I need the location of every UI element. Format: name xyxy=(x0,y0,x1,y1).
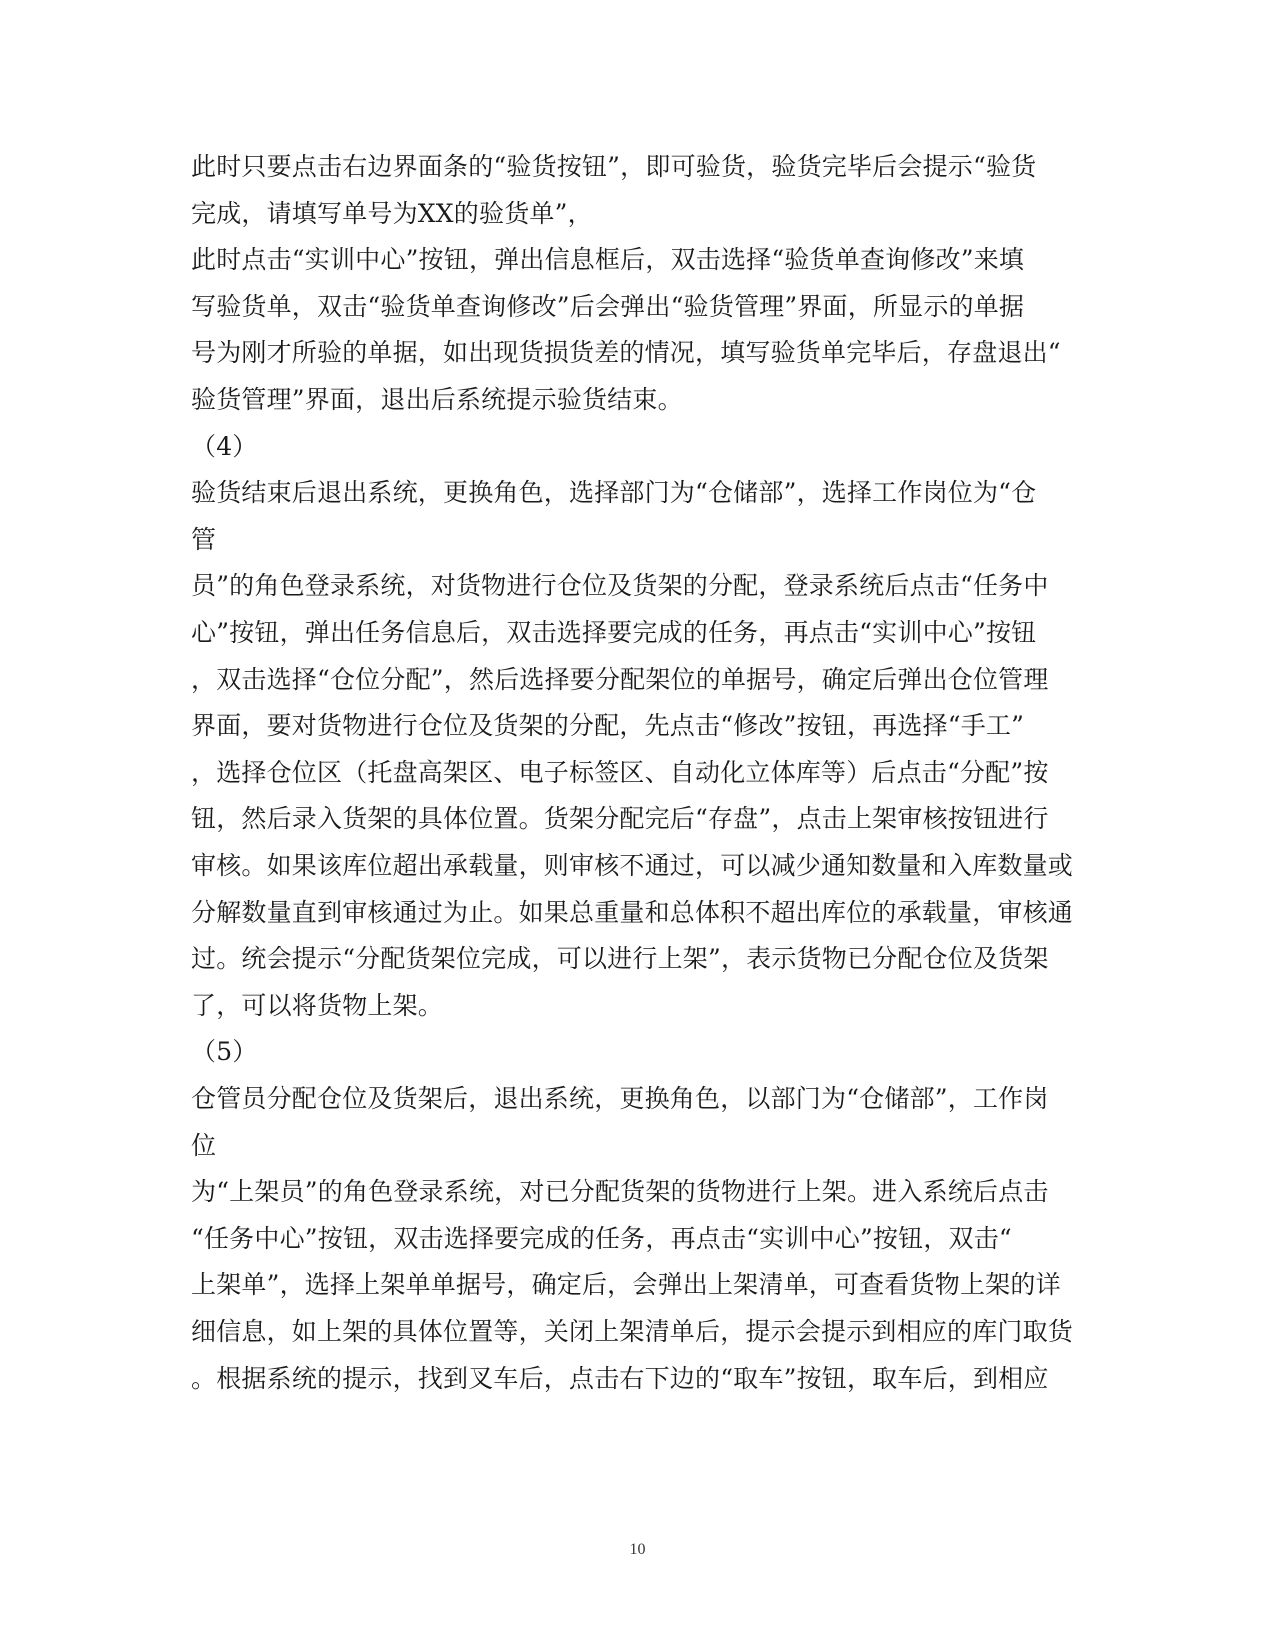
body-text-line: 验货管理”界面，退出后系统提示验货结束。 xyxy=(191,385,683,414)
body-text-line: 员”的角色登录系统，对货物进行仓位及货架的分配，登录系统后点击“任务中 xyxy=(191,571,1049,600)
body-text-line: （4） xyxy=(191,432,258,461)
body-text-line: 心”按钮，弹出任务信息后，双击选择要完成的任务，再点击“实训中心”按钮 xyxy=(191,618,1037,647)
body-text-line: ，选择仓位区（托盘高架区、电子标签区、自动化立体库等）后点击“分配”按 xyxy=(191,758,1049,787)
body-text-line: 完成，请填写单号为XX的验货单”， xyxy=(191,199,593,228)
body-text-line: 了，可以将货物上架。 xyxy=(191,991,444,1020)
body-text-line: 审核。如果该库位超出承载量，则审核不通过，可以减少通知数量和入库数量或 xyxy=(191,851,1074,880)
body-text-line: 位 xyxy=(191,1131,217,1160)
page-number: 10 xyxy=(629,1541,646,1558)
body-text-line: 细信息，如上架的具体位置等，关闭上架清单后，提示会提示到相应的库门取货 xyxy=(191,1317,1074,1346)
body-text-line: 钮，然后录入货架的具体位置。货架分配完后“存盘”，点击上架审核按钮进行 xyxy=(191,804,1049,833)
body-text-line: 过。统会提示“分配货架位完成，可以进行上架”，表示货物已分配仓位及货架 xyxy=(191,944,1049,973)
body-text-line: 此时只要点击右边界面条的“验货按钮”，即可验货，验货完毕后会提示“验货 xyxy=(191,152,1037,181)
body-text-line: “任务中心”按钮，双击选择要完成的任务，再点击“实训中心”按钮，双击“ xyxy=(191,1224,1012,1253)
body-text-line: 号为刚才所验的单据，如出现货损货差的情况，填写验货单完毕后，存盘退出“ xyxy=(191,338,1061,367)
body-text-line: 验货结束后退出系统，更换角色，选择部门为“仓储部”，选择工作岗位为“仓 xyxy=(191,478,1037,507)
body-text-line: 分解数量直到审核通过为止。如果总重量和总体积不超出库位的承载量，审核通 xyxy=(191,898,1074,927)
body-text-line: 界面，要对货物进行仓位及货架的分配，先点击“修改”按钮，再选择“手工” xyxy=(191,711,1025,740)
body-text-line: 。根据系统的提示，找到叉车后，点击右下边的“取车”按钮，取车后，到相应 xyxy=(191,1364,1049,1393)
body-text-line: 上架单”，选择上架单单据号，确定后，会弹出上架清单，可查看货物上架的详 xyxy=(191,1270,1061,1299)
body-text-line: （5） xyxy=(191,1037,258,1066)
body-text-line: 写验货单，双击“验货单查询修改”后会弹出“验货管理”界面，所显示的单据 xyxy=(191,292,1025,321)
body-text-line: ，双击选择“仓位分配”，然后选择要分配架位的单据号，确定后弹出仓位管理 xyxy=(191,665,1049,694)
body-text-line: 管 xyxy=(191,525,217,554)
body-text-line: 此时点击“实训中心”按钮，弹出信息框后，双击选择“验货单查询修改”来填 xyxy=(191,245,1025,274)
body-text-line: 仓管员分配仓位及货架后，退出系统，更换角色，以部门为“仓储部”，工作岗 xyxy=(191,1084,1049,1113)
body-text-line: 为“上架员”的角色登录系统，对已分配货架的货物进行上架。进入系统后点击 xyxy=(191,1177,1049,1206)
